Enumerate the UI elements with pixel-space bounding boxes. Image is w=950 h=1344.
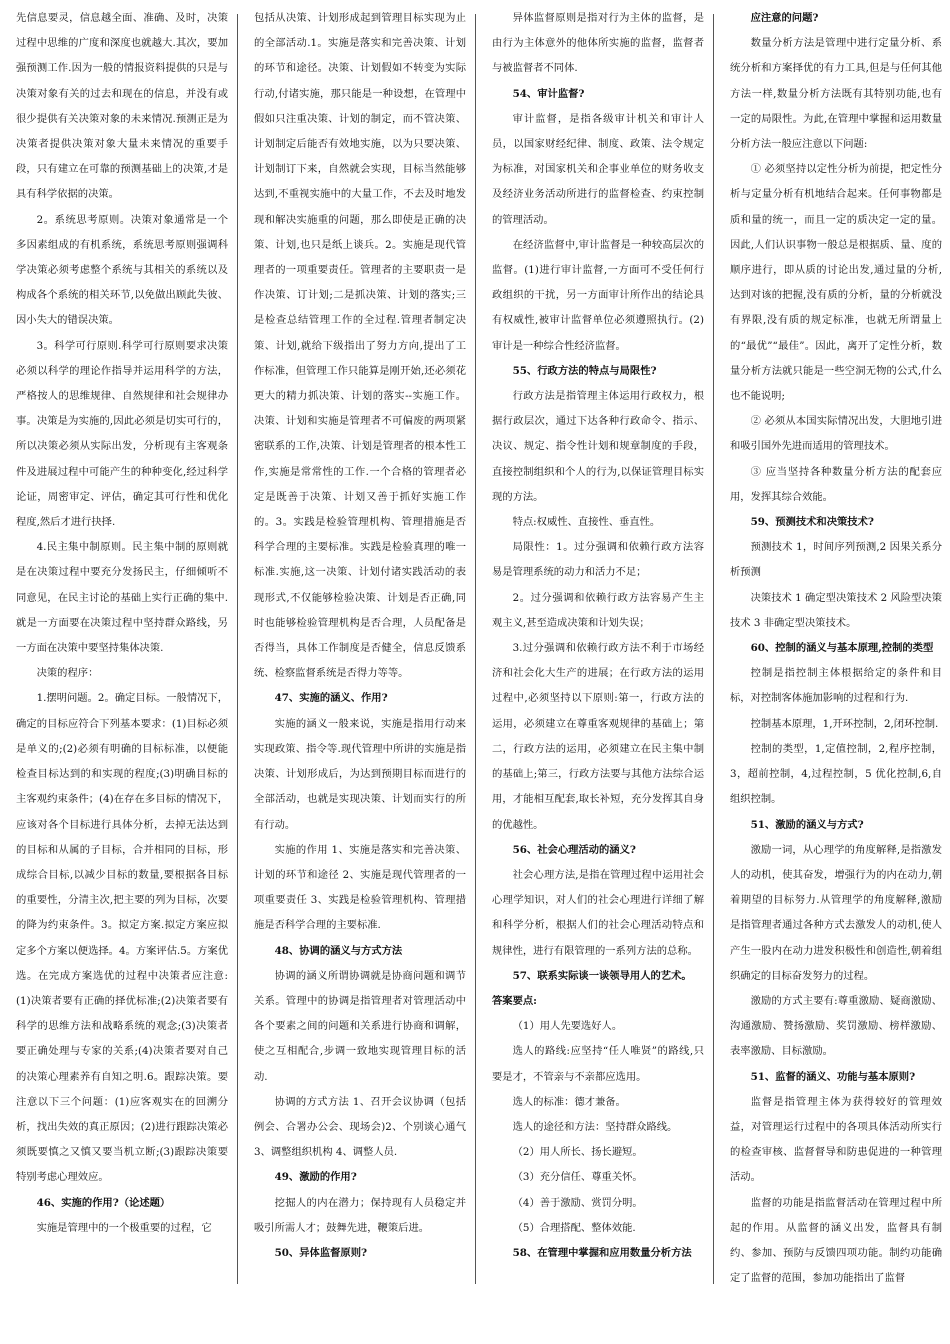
- section-heading: 58、在管理中掌握和应用数量分析方法: [512, 1246, 692, 1259]
- paragraph: 行政方法是指管理主体运用行政权力，根据行政层次，通过下达各种行政命令、指示、决议、规定、指令性计划和规章制度的手段，直接控制组织和个人的行为,以保证管理目标实现的方法。: [492, 390, 704, 503]
- paragraph: ③ 应当坚持各种数量分析方法的配套应用，发挥其综合效能。: [730, 465, 942, 503]
- paragraph: 1.摆明问题。2。确定目标。一般情况下，确定的目标应符合下列基本要求：(1)目标必须是单义的;(2)必须有明确的目标标准，以便能检查目标达到的和实现的程度;(3)明确目标的主客观约束条件；(4)在存在多目标的情况下，应该对各个目标进行具体分析，去掉无法达到的目标和从属的子目标，合并相同的目标，形成综合目标,以减少目标的数量,要根据各目标的重要性，分清主次,把主要的列为目标，次要的降为约束条件。3。拟定方案.拟定方案应拟定多个方案以便选择。4。方案评估.5。方案优选。在完成方案选优的过程中决策者应注意:(1)决策者要有正确的择优标准;(2)决策者要有科学的思维方法和战略系统的观念;(3)决策者要正确处理与专家的关系;(4)决策者要对自己的决策心理素养有自知之明.6。跟踪决策。要注意以下三个问题：(1)应客观实在的回溯分析，找出失效的真正原因；(2)进行跟踪决策必须既要慎之又慎又要当机立断;(3)跟踪决策要特别考虑心理效应。: [16, 692, 228, 1184]
- paragraph: 选人的标准：德才兼备。: [512, 1095, 626, 1108]
- paragraph: 实施是管理中的一个极重要的过程，它: [36, 1221, 212, 1234]
- paragraph: 实施的涵义一般来说，实施是指用行动来实现政策、指令等.现代管理中所讲的实施是指决策、计划形成后，为达到预期目标而进行的全部活动，也就是实现决策、计划而实行的所有行动。: [254, 717, 466, 831]
- section-heading: 60、控制的涵义与基本原理,控制的类型: [750, 642, 934, 655]
- paragraph: 协调的涵义所谓协调就是协商问题和调节关系。管理中的协调是指管理者对管理活动中各个要素之间的问题和关系进行协商和调解，使之互相配合,步调一致地实现管理目标的活动.: [254, 969, 466, 1083]
- section-heading: 54、审计监督?: [512, 87, 585, 100]
- paragraph: 协调的方式方法 1、召开会议协调（包括例会、合署办公会、现场会)2、个别谈心通气 3、调整组织机构 4、调整人员.: [254, 1095, 466, 1159]
- text-column-3: [492, 6, 704, 1336]
- paragraph: （3）充分信任、尊重关怀。: [512, 1171, 643, 1184]
- section-heading: 50、异体监督原则?: [274, 1246, 368, 1259]
- column-divider: [237, 14, 238, 1284]
- text-column-1: [16, 6, 228, 1336]
- paragraph: （1）用人先要选好人。: [512, 1020, 623, 1033]
- paragraph: 3.过分强调和依赖行政方法不利于市场经济和社会化大生产的进展；在行政方法的运用过程中,必须坚持以下原则:第一，行政方法的运用，必须建立在尊重客观规律的基础上；第二，行政方法的运用，必须建立在民主集中制的基础上;第三，行政方法要与其他方法综合运用，才能相互配套,取长补短，充分发挥其自身的优越性。: [492, 642, 704, 831]
- section-heading: 应注意的问题?: [750, 12, 819, 24]
- paragraph: 2。过分强调和依赖行政方法容易产生主观主义,甚至造成决策和计划失误；: [492, 591, 704, 629]
- text-column-4: [730, 6, 942, 1336]
- paragraph: 激励一词，从心理学的角度解释,是指激发人的动机，使其奋发，增强行为的内在动力,朝着期望的目标努力.从管理学的角度解释,激励是指管理者通过各种方式去激发人的动机,使人产生一股内在动力进发积极性和创造性,朝着组织确定的目标奋发努力的过程。: [730, 843, 942, 982]
- section-heading: 57、联系实际谈一谈领导用人的艺术。: [512, 969, 692, 982]
- section-heading: 51、激励的涵义与方式?: [750, 818, 864, 831]
- paragraph: ① 必须坚持以定性分析为前提，把定性分析与定量分析有机地结合起来。任何事物都是质和量的统一，而且一定的质决定一定的量。因此,人们认识事物一般总是根据质、量、度的顺序进行，即从质的讨论出发,通过量的分析,达到对该的把握,没有质的分析，量的分析就没有界限,没有质的规定标准，也就无所谓量上的“最优”“最佳”。因此，离开了定性分析，数量分析方法就只能是一些空洞无物的公式,什么也不能说明;: [730, 163, 942, 403]
- paragraph: 包括从决策、计划形成起到管理目标实现为止的全部活动.1。实施是落实和完善决策、计划的环节和途径。决策、计划假如不转变为实际行动,付诸实施，那只能是一种设想，在管理中假如只注重决策、计划的制定，而不管决策、计划制定后能否有效地实施，以为只要决策、计划制订下来，自然就会实现，目标当然能够达到,不重视实施中的大量工作，不去及时地发现和解决实施重的问题，那么即使是正确的决策、计划,也只是纸上谈兵。2。实施是现代管理者的一项重要责任。管理者的主要职责一是作决策、订计划;二是抓决策、计划的落实;三是检查总结管理工作的全过程.管理者制定决策、计划,就给下级指出了努力方向,提出了工作标准，但管理工作只能算是刚开始,还必须花更大的精力抓决策、计划的落实--实施工作。决策、计划和实施是管理者不可偏废的两项紧密联系的工作,决策、计划是管理者的根本性工作,实施是常常性的工作.一个合格的管理者必定是既善于决策、计划又善于抓好实施工作的。3。实践是检验管理机构、管理措施是否科学合理的主要标准。实践是检验真理的唯一标准.实施,这一决策、计划付诸实践活动的表现形式,不仅能够检验决策、计划是否正确,同时也能够检验管理机构是否合理，人员配备是否得当，具体工作制度是否健全，信息反馈系统、检察监督系统是否得力等等。: [254, 12, 466, 680]
- paragraph: 局限性：1。过分强调和依赖行政方法容易是管理系统的动力和活力不足；: [492, 541, 704, 579]
- paragraph: 选人的途径和方法：坚持群众路线。: [512, 1120, 678, 1133]
- paragraph: 预测技术 1，时间序列预测,2 因果关系分析预测: [730, 541, 942, 579]
- paragraph: 2。系统思考原则。决策对象通常是一个多因素组成的有机系统，系统思考原则强调科学决策必须考虑整个系统与其相关的系统以及构成各个系统的相关环节,以免做出顾此失彼、因小失大的错误决策。: [16, 213, 228, 327]
- paragraph: 数量分析方法是管理中进行定量分析、系统分析和方案择优的有力工具,但是与任何其他方法一样,数量分析方法既有其特别功能,也有一定的局限性。为此,在管理中掌握和运用数量分析方法一般应注意以下问题:: [730, 37, 942, 151]
- paragraph: （5）合理搭配、整体效能.: [512, 1221, 636, 1234]
- paragraph: 选人的路线:应坚持“任人唯贤”的路线,只要是才，不管亲与不亲都应选用。: [492, 1045, 704, 1083]
- section-heading: 46、实施的作用?（论述题）: [36, 1196, 171, 1209]
- paragraph: 决策技术 1 确定型决策技术 2 风险型决策技术 3 非确定型决策技术。: [730, 591, 942, 629]
- paragraph: 4.民主集中制原则。民主集中制的原则就是在决策过程中要充分发扬民主，仔细倾听不同意见，在民主讨论的基础上实行正确的集中.就是一方面要在决策过程中坚持群众路线，另一方面在决策中要坚持集体决策.: [16, 541, 228, 655]
- paragraph: 先信息要灵，信息越全面、准确、及时，决策过程中思维的广度和深度也就越大.其次，要加强预测工作.因为一般的情报资料提供的只是与决策对象有关的过去和现在的信息，并没有或很少提供有关决策对象的未来情况.预测正是为决策者提供决策对象大量未来情况的重要手段，只有建立在可靠的预测基础上的决策,才是具有科学依据的决策。: [16, 12, 228, 201]
- paragraph: 监督是指管理主体为获得较好的管理效益，对管理运行过程中的各项具体活动所实行的检查审核、监督督导和防患促进的一种管理活动。: [730, 1095, 942, 1184]
- section-heading: 49、激励的作用?: [274, 1171, 357, 1184]
- paragraph: 控制基本原理，1,开环控制，2,闭环控制.: [750, 717, 939, 730]
- paragraph: 控制的类型，1,定值控制，2,程序控制，3，超前控制，4,过程控制，5 优化控制,6,自组织控制。: [730, 742, 942, 806]
- paragraph: 社会心理方法,是指在管理过程中运用社会心理学知识，对人们的社会心理进行详细了解和科学分析，根据人们的社会心理活动特点和规律性，进行有限管理的一系列方法的总称。: [492, 868, 704, 957]
- paragraph: 审计监督，是指各级审计机关和审计人员，以国家财经纪律、制度、政策、法令规定为标准，对国家机关和企事业单位的财务收支及经济业务活动所进行的监督检查、约束控制的管理活动。: [492, 112, 704, 226]
- paragraph: ② 必须从本国实际情况出发，大胆地引进和吸引国外先进而适用的管理技术。: [730, 415, 942, 453]
- paragraph: （4）善于激励、赏罚分明。: [512, 1196, 643, 1209]
- paragraph: 决策的程序：: [36, 667, 99, 680]
- section-heading: 48、协调的涵义与方式方法: [274, 944, 403, 957]
- paragraph: （2）用人所长、扬长避短。: [512, 1146, 643, 1159]
- paragraph: 激励的方式主要有:尊重激励、疑商激励、沟通激励、赞扬激励、奖罚激励、榜样激励、表率激励、目标激励。: [730, 994, 942, 1058]
- section-heading: 51、监督的涵义、功能与基本原则?: [750, 1070, 916, 1083]
- column-divider: [713, 14, 714, 1284]
- section-heading: 59、预测技术和决策技术?: [750, 516, 874, 529]
- column-divider: [475, 14, 476, 1284]
- section-heading: 47、实施的涵义、作用?: [274, 692, 388, 705]
- paragraph: 实施的作用 1、实施是落实和完善决策、计划的环节和途径 2、实施是现代管理者的一项重要责任 3、实践是检验管理机构、管理措施是否科学合理的主要标准.: [254, 843, 466, 932]
- paragraph: 3。科学可行原则.科学可行原则要求决策必须以科学的理论作指导并运用科学的方法，严格按人的思维规律、自然规律和社会规律办事。决策是为实施的,因此必须是切实可行的，所以决策必须从实际出发，分析现有主客观条件及进展过程中可能产生的种种变化,经过科学论证，周密审定、评估，确定其可行性和优化程度,然后才进行抉择.: [16, 339, 228, 529]
- paragraph: 在经济监督中,审计监督是一种较高层次的监督。(1)进行审计监督,一方面可不受任何行政组织的干扰，另一方面审计所作出的结论具有权威性,被审计监督单位必须遵照执行。(2)审计是一种综合性经济监督。: [492, 238, 704, 352]
- paragraph: 挖掘人的内在潜力；保持现有人员稳定并吸引所需人才；鼓舞先进，鞭策后进。: [254, 1196, 466, 1234]
- section-heading: 55、行政方法的特点与局限性?: [512, 364, 657, 377]
- paragraph: 监督的功能是指监督活动在管理过程中所起的作用。从监督的涵义出发，监督具有制约、参加、预防与反馈四项功能。制约功能确定了监督的范围，参加功能指出了监督: [730, 1196, 942, 1285]
- text-column-2: [254, 6, 466, 1336]
- section-heading: 答案要点:: [492, 994, 537, 1007]
- paragraph: 特点:权威性、直接性、垂直性。: [512, 516, 661, 529]
- section-heading: 56、社会心理活动的涵义?: [512, 843, 636, 856]
- paragraph: 异体监督原则是指对行为主体的监督，是由行为主体意外的他体所实施的监督，监督者与被监督者不同体.: [492, 12, 704, 75]
- paragraph: 控制是指控制主体根据给定的条件和目标，对控制客体施加影响的过程和行为.: [730, 667, 942, 705]
